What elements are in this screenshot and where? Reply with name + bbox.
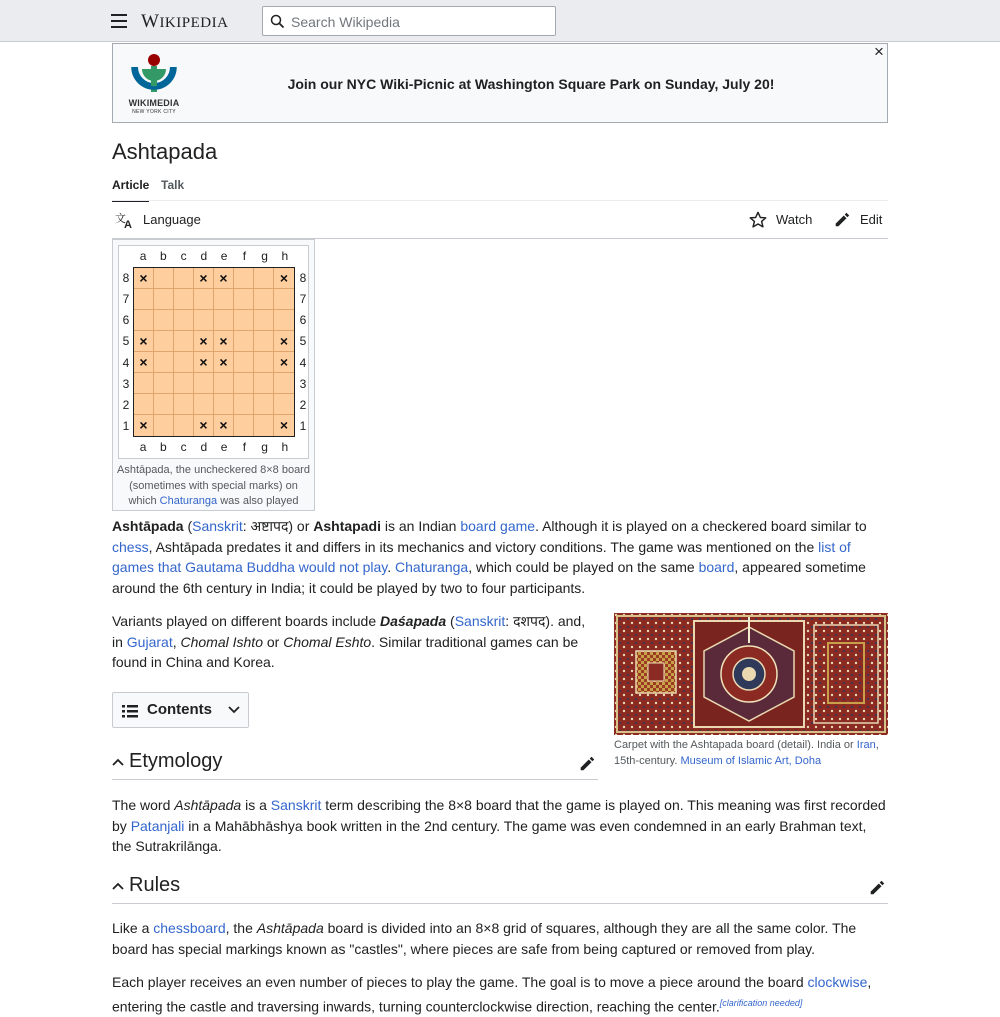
file-label-bottom: c [180, 440, 187, 454]
rank-label-left: 8 [122, 270, 130, 285]
rules-paragraph-2: Each player receives an even number of pieces to play the game. The goal is to move a piece around the board clockwise, entering the castle and traversing inwards, turning counterclockwise direction, reaching the center.[clarification needed] [112, 974, 872, 1015]
search-icon [270, 14, 285, 29]
marked-square: × [214, 352, 234, 373]
board-square [174, 268, 194, 289]
file-label-bottom: h [281, 440, 289, 454]
rank-label-left: 7 [122, 291, 130, 306]
marked-square: × [134, 415, 154, 436]
wikimedia-nyc-logo: WIKIMEDIA NEW YORK CITY [123, 52, 185, 116]
board-square [154, 415, 174, 436]
board-square [194, 373, 214, 394]
marked-square: × [274, 352, 294, 373]
marked-square: × [214, 415, 234, 436]
wikipedia-wordmark[interactable]: WIKIPEDIA [141, 11, 229, 32]
board-square [154, 331, 174, 352]
board-link[interactable]: board [698, 559, 735, 576]
board-square [254, 415, 274, 436]
marked-square: × [134, 331, 154, 352]
board-square [134, 289, 154, 310]
rank-label-left: 3 [122, 376, 130, 391]
board-square [254, 331, 274, 352]
board-figure [112, 239, 315, 511]
file-label-top: d [200, 249, 208, 263]
chessboard-link[interactable]: chessboard [153, 920, 226, 936]
board-square [254, 394, 274, 415]
tab-article[interactable]: Article [112, 178, 149, 202]
marked-square: × [134, 268, 154, 289]
sanskrit-link[interactable]: Sanskrit [192, 518, 243, 534]
rank-label-right: 4 [299, 355, 307, 370]
intro-paragraph: Ashtāpada (Sanskrit: अष्टापद) or Ashtapadi is an Indian board game. Although it is played on a checkered board similar to chess, Ashtāpada predates it and differs in its mechanics and victory conditions. The game was mentioned on the list of games that Gautama Buddha would not play. Chaturanga, which could be played on the same board, appeared sometime around the 6th century in India; it could be played by two to four participants. [112, 518, 867, 596]
marked-square: × [194, 415, 214, 436]
board-square [254, 352, 274, 373]
board-square [154, 310, 174, 331]
chevron-down-icon [228, 705, 240, 715]
board-square [234, 331, 254, 352]
board-square [214, 310, 234, 331]
board-square [134, 394, 154, 415]
etymology-section-heading: Etymology [112, 745, 598, 780]
rank-label-left: 5 [122, 334, 130, 349]
chaturanga-link[interactable]: Chaturanga [395, 559, 469, 576]
carpet-image[interactable] [614, 613, 888, 735]
banner-message[interactable]: Join our NYC Wiki-Picnic at Washington Square Park on Sunday, July 20! [287, 76, 775, 92]
board-square [154, 289, 174, 310]
marked-square: × [274, 331, 294, 352]
search-input[interactable] [289, 10, 553, 34]
file-label-top: e [220, 249, 228, 263]
rank-label-right: 7 [299, 291, 307, 306]
board-diagram [118, 245, 309, 459]
rank-label-left: 2 [122, 398, 130, 413]
board-square [254, 268, 274, 289]
marked-square: × [274, 415, 294, 436]
page-toolbar: 文 A Language Watch Edit [112, 201, 888, 239]
marked-square: × [194, 331, 214, 352]
marked-square: × [214, 331, 234, 352]
rank-label-right: 1 [299, 419, 307, 434]
marked-square: × [214, 268, 234, 289]
board-square [134, 373, 154, 394]
buddha-games-link[interactable]: list of games that Gautama Buddha would not play [112, 538, 851, 576]
board-caption: Ashtāpada, the uncheckered 8×8 board (sometimes with special marks) on which Chaturanga was also played [117, 464, 310, 507]
board-grid [133, 267, 295, 437]
board-square [174, 394, 194, 415]
board-square [214, 394, 234, 415]
clockwise-link[interactable]: clockwise [807, 974, 868, 990]
board-square [174, 331, 194, 352]
board-square [234, 373, 254, 394]
chevron-up-icon[interactable] [112, 757, 124, 767]
file-label-top: c [180, 249, 187, 263]
board-square [194, 289, 214, 310]
board-square [234, 415, 254, 436]
board-square [274, 289, 294, 310]
variants-paragraph: Variants played on different boards include Daśapada (Sanskrit: दशपद). and, in Gujarat, Chomal Ishto or Chomal Eshto. Similar traditional games can be found in China and Korea. [112, 613, 586, 671]
board-square [134, 310, 154, 331]
board-square [174, 373, 194, 394]
board-square [234, 310, 254, 331]
pencil-icon[interactable] [578, 755, 596, 773]
tab-talk[interactable]: Talk [161, 178, 185, 192]
file-label-bottom: d [200, 440, 208, 454]
pencil-icon[interactable] [868, 879, 886, 897]
sanskrit-link[interactable]: Sanskrit [270, 797, 322, 813]
rank-label-left: 1 [122, 419, 130, 434]
board-square [274, 310, 294, 331]
board-square [154, 394, 174, 415]
patanjali-link[interactable]: Patanjali [130, 817, 185, 834]
board-square [174, 352, 194, 373]
board-square [154, 373, 174, 394]
marked-square: × [134, 352, 154, 373]
rank-label-right: 8 [299, 270, 307, 285]
board-square [154, 268, 174, 289]
site-header [0, 0, 1000, 42]
file-label-bottom: g [261, 440, 268, 454]
rules-paragraph: Like a chessboard, the Ashtāpada board is divided into an 8×8 grid of squares, although they are all the same color. The board has special markings known as "castles", where pieces are safe from being captured or removed from play. [112, 920, 857, 957]
file-label-bottom: f [242, 440, 247, 454]
marked-square: × [194, 352, 214, 373]
list-icon [122, 703, 138, 719]
board-square [254, 373, 274, 394]
board-square [274, 373, 294, 394]
file-label-top: g [261, 249, 268, 263]
board-square [214, 373, 234, 394]
board-square [174, 310, 194, 331]
chaturanga-link[interactable]: Chaturanga [159, 495, 218, 507]
file-label-bottom: b [160, 440, 167, 454]
contents-button[interactable]: Contents [112, 692, 249, 728]
museum-link[interactable]: Museum of Islamic Art, Doha [680, 754, 822, 767]
file-label-bottom: a [139, 440, 147, 454]
chess-link[interactable]: chess [112, 538, 149, 555]
gujarat-link[interactable]: Gujarat [126, 633, 173, 650]
board-square [194, 310, 214, 331]
board-square [174, 289, 194, 310]
board-square [214, 289, 234, 310]
file-label-top: f [242, 249, 247, 263]
board-square [254, 289, 274, 310]
board-square [194, 394, 214, 415]
clarification-link[interactable]: [clarification needed] [719, 997, 803, 1008]
search-box[interactable] [262, 6, 556, 36]
pencil-icon [833, 211, 851, 229]
board-square [234, 352, 254, 373]
file-label-bottom: e [220, 440, 228, 454]
language-icon [115, 211, 135, 229]
board-square [174, 415, 194, 436]
board-square [254, 310, 274, 331]
main-menu-icon[interactable] [111, 14, 127, 28]
rank-label-right: 2 [299, 398, 307, 413]
board-square [274, 394, 294, 415]
file-label-top: a [139, 249, 147, 263]
rank-label-left: 4 [122, 355, 130, 370]
etymology-paragraph: The word Ashtāpada is a Sanskrit term describing the 8×8 board that the game is played on. This meaning was first recorded by Patanjali in a Mahābhāshya book written in the 2nd century. The game was even condemned in an early Brahman text, the Sutrakrilānga. [112, 797, 886, 855]
chevron-up-icon[interactable] [112, 881, 124, 891]
carpet-caption: Carpet with the Ashtapada board (detail). India or Iran, 15th-century. Museum of Islamic Art, Doha [614, 739, 879, 767]
svg-text:文: 文 [115, 213, 126, 225]
page-title: Ashtapada [112, 139, 218, 164]
star-icon [749, 211, 767, 229]
file-label-top: b [160, 249, 167, 263]
rank-label-right: 3 [299, 376, 307, 391]
file-label-top: h [281, 249, 289, 263]
board-square [154, 352, 174, 373]
rank-label-right: 6 [299, 313, 307, 328]
sanskrit-link[interactable]: Sanskrit [454, 613, 506, 629]
svg-text:A: A [124, 219, 132, 229]
marked-square: × [194, 268, 214, 289]
rank-label-right: 5 [299, 334, 307, 349]
iran-link[interactable]: Iran [856, 739, 876, 751]
board-game-link[interactable]: board game [460, 518, 536, 534]
site-notice-banner [112, 43, 888, 123]
marked-square: × [274, 268, 294, 289]
board-square [234, 289, 254, 310]
rules-section-heading: Rules [112, 869, 888, 904]
board-square [234, 394, 254, 415]
rank-label-left: 6 [122, 313, 130, 328]
board-square [234, 268, 254, 289]
close-icon[interactable]: × [874, 42, 884, 61]
